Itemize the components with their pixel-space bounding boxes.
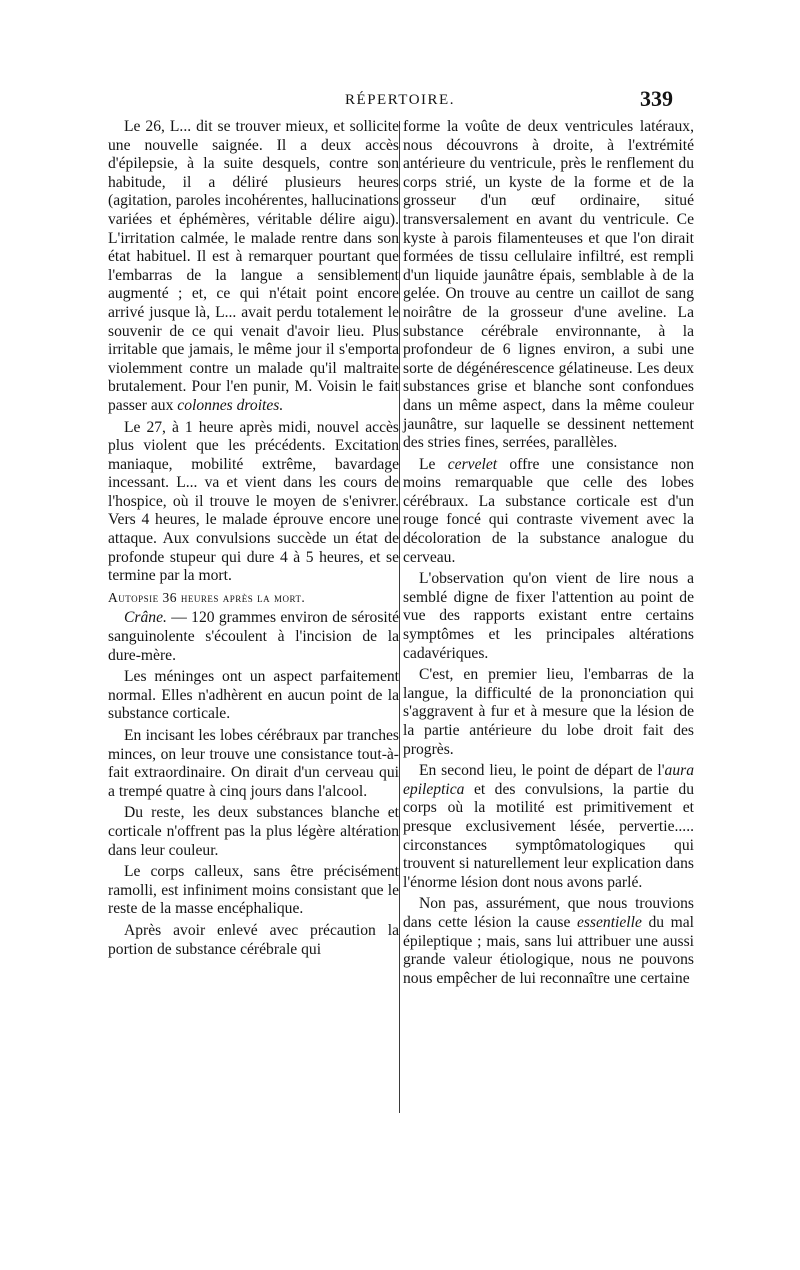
right-column [403,118,694,991]
paragraph-le-26 [108,118,399,416]
paragraph-meninges: Les méninges ont un aspect parfaitement normal. Elles n'adhèrent en aucun point de la substance corticale. [108,668,399,723]
page-number: 339 [640,86,673,111]
paragraph-text: En second lieu, le point de départ de l' [419,762,665,780]
paragraph-premier-lieu: C'est, en premier lieu, l'embarras de la langue, la difficulté de la prononciation qui s'aggravent à fur et à mesure que la lésion de la partie antérieure du lobe droit fait des progrès. [403,666,694,758]
column-divider [399,121,400,1113]
italic-phrase-aura: aura epileptica [403,762,694,798]
paragraph-text: Le 26, L... dit se trouver mieux, et sollicite une nouvelle saignée. Il a deux accès d'épilepsie, à la suite desquels, contre son habitude, il a déliré plusieurs heures (agitation, paroles incohérentes, hallucinations variées et éphémères, véritable délire aigu). L'irritation calmée, le malade rentre dans son état habituel. Il est à remarquer pourtant que l'embarras de la langue a sensiblement augmenté ; et, ce qui n'était point encore arrivé jusque là, L... avait perdu totalement le souvenir de ce qui venait d'avoir lieu. Plus irritable que jamais, le même jour il s'emporta violemment contre un malade qu'il maltraite brutalement. Pour l'en punir, M. Voisin le fait passer aux [108,118,399,414]
italic-word-cervelet: cervelet [447,455,498,473]
paragraph-second-lieu [403,762,694,892]
paragraph-text: — 120 grammes environ de sérosité sanguinolente s'écoulent à l'incision de la dure-mère. [108,609,399,664]
italic-phrase: colonnes droites. [177,396,284,414]
italic-label-crane: Crâne. [124,609,167,627]
paragraph-observation: L'observation qu'on vient de lire nous a semblé digne de fixer l'attention au point de vue des rapports existant entre certains symptômes et les principales altérations cadavériques. [403,570,694,662]
paragraph-text: Non pas, assurément, que nous trouvions dans cette lésion la cause [403,895,694,931]
paragraph-non-pas [403,895,694,988]
paragraph-corps-calleux: Le corps calleux, sans être précisément ramolli, est infiniment moins consistant que le reste de la masse encéphalique. [108,863,399,918]
paragraph-substances: Du reste, les deux substances blanche et corticale n'offrent pas la plus légère altération dans leur couleur. [108,804,399,859]
running-title: RÉPERTOIRE. [345,92,455,108]
autopsy-heading: Autopsie 36 heures après la mort. [108,589,306,605]
italic-word-essentielle: essentielle [576,913,642,931]
paragraph-text: offre une consistance non moins remarquable que celle des lobes cérébraux. La substance corticale est d'un rouge foncé qui contraste vivement avec la décoloration de la substance analogue du cerveau. [403,455,694,566]
paragraph-cervelet [403,456,694,568]
left-column [108,118,399,962]
paragraph-text: Le [419,455,436,473]
paragraph-lobes: En incisant les lobes cérébraux par tranches minces, on leur trouve une consistance tout-à-fait extraordinaire. On dirait d'un cerveau qui a trempé quatre à cinq jours dans l'alcool. [108,727,399,800]
paragraph-crane [108,609,399,665]
paragraph-le-27: Le 27, à 1 heure après midi, nouvel accès plus violent que les précédents. Excitation maniaque, mobilité extrême, bavardage incessant. L... va et vient dans les cours de l'hospice, où il trouve le moyen de s'enivrer. Vers 4 heures, le malade éprouve encore une attaque. Aux convulsions succède un état de profonde stupeur qui dure 4 à 5 heures, et se termine par la mort. [108,418,399,585]
paragraph-kyste: forme la voûte de deux ventricules latéraux, nous découvrons à droite, à l'extrémité antérieure du ventricule, près le renflement du corps strié, un kyste de la forme et de la grosseur d'un œuf ordinaire, situé transversalement en avant du ventricule. Ce kyste à parois filamenteuses et que l'on dirait formées de tissu cellulaire infiltré, est rempli d'un liquide jaunâtre épais, semblable à de la gelée. On trouve au centre un caillot de sang noirâtre de la grosseur d'une aveline. La substance cérébrale environnante, à la profondeur de 6 lignes environ, a subi une sorte de dégénérescence gélatineuse. Les deux substances grise et blanche sont confondues dans un même aspect, dans la même couleur jaunâtre, sur laquelle se dessinent nettement des stries fines, serrées, parallèles. [403,118,694,452]
paragraph-text: du mal épileptique ; mais, sans lui attribuer une aussi grande valeur étiologique, nous ne pouvons nous empêcher de lui reconnaître une certaine [403,913,694,987]
paragraph-text: et des convulsions, la partie du corps où la motilité est primitivement et presque exclusivement lésée, pervertie..... circonstances symptômatologiques qui trouvent si naturellement leur explication dans l'énorme lésion dont nous avons parlé. [403,780,694,891]
paragraph-apres-avoir: Après avoir enlevé avec précaution la portion de substance cérébrale qui [108,921,399,958]
